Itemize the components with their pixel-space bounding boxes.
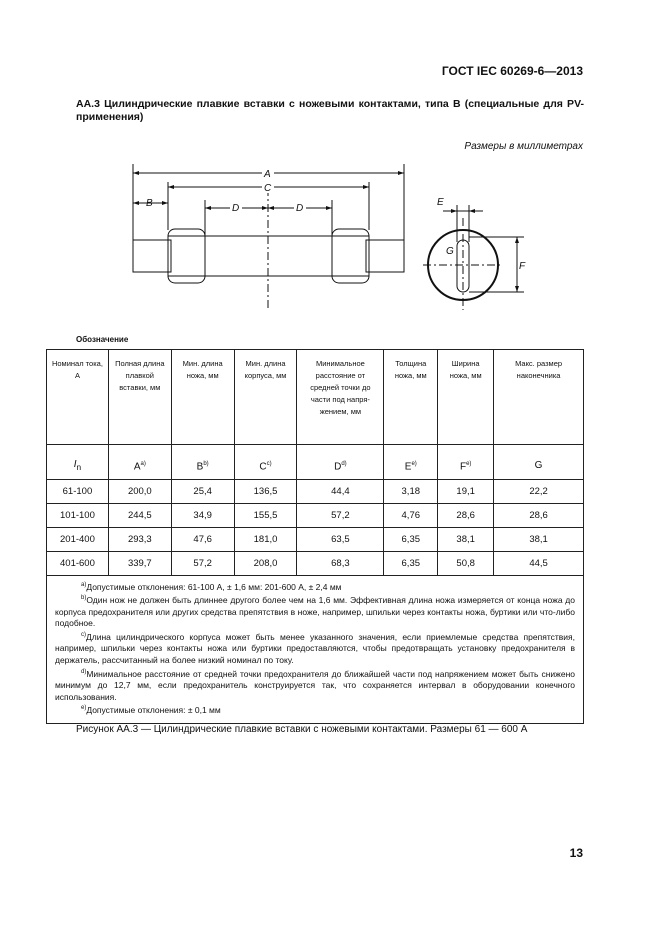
arrow-a-right bbox=[398, 171, 404, 175]
ferrule-left bbox=[168, 229, 205, 283]
footnote-c: $^{c)}$Длина цилиндрического корпуса может быть менее указанного значения, если приемлемые средства препятствия, например, шпильки через контакты ножа или буртики предоставляются, чтобы предотвращать установку предохранителя в держатель, рассчитанный на более низкий номинал по току. bbox=[55, 631, 575, 666]
arrow-d2-left bbox=[268, 206, 274, 210]
label-a: A bbox=[264, 169, 271, 180]
symbol-cell: $D^{d)}$ bbox=[297, 445, 384, 480]
table-row: 201-400 293,3 47,6 181,0 63,5 6,35 38,1 38,1 bbox=[47, 528, 584, 552]
symbol-cell: $C^{c)}$ bbox=[234, 445, 297, 480]
footnote-d: $^{d)}$Минимальное расстояние от средней точки предохранителя до ближайшей части под напряжением может быть снижено минимум до 12,7 мм, если предохранитель конструируется так, что сохраняется интервал в оборудовании конечного использования. bbox=[55, 668, 575, 702]
header-overall-length: Полная длина плавкой вставки, мм bbox=[108, 350, 171, 445]
table-row: 401-600 339,7 57,2 208,0 68,3 6,35 50,8 44,5 bbox=[47, 552, 584, 576]
designation-label: Обозначение bbox=[76, 335, 129, 344]
blade-left bbox=[133, 240, 171, 272]
table-notes-row bbox=[47, 576, 584, 724]
table-notes bbox=[47, 576, 584, 724]
label-e: E bbox=[437, 197, 444, 208]
page-number: 13 bbox=[569, 846, 583, 860]
table-header-row bbox=[47, 350, 584, 445]
arrow-d2-right bbox=[326, 206, 332, 210]
header-rated-current: Номинал тока, А bbox=[47, 350, 109, 445]
header-blade-width: Ширина ножа, мм bbox=[438, 350, 494, 445]
footnote-e: $^{e)}$Допустимые отклонения: ± 0,1 мм bbox=[81, 705, 221, 716]
label-f: F bbox=[519, 261, 526, 272]
header-min-blade-length: Мин. длина ножа, мм bbox=[171, 350, 234, 445]
label-d-left: D bbox=[232, 203, 240, 214]
symbol-cell: $F^{e)}$ bbox=[438, 445, 494, 480]
header-blade-thickness: Толщина ножа, мм bbox=[384, 350, 438, 445]
arrow-c-right bbox=[363, 185, 369, 189]
table-row: 101-100 244,5 34,9 155,5 57,2 4,76 28,6 28,6 bbox=[47, 504, 584, 528]
header-min-live-distance: Минимальное расстояние от средней точки до части под напря-жением, мм bbox=[297, 350, 384, 445]
arrow-f-top bbox=[515, 237, 519, 243]
blade-right bbox=[366, 240, 404, 272]
arrow-d1-right bbox=[262, 206, 268, 210]
arrow-a-left bbox=[133, 171, 139, 175]
label-c: C bbox=[264, 183, 272, 194]
figure-caption: Рисунок АА.3 — Цилиндрические плавкие вставки с ножевыми контактами. Размеры 61 — 600 А bbox=[76, 724, 528, 735]
label-d-right: D bbox=[296, 203, 304, 214]
dimensions-table bbox=[46, 349, 584, 724]
table-symbol-row bbox=[47, 445, 584, 480]
header-max-ferrule-size: Макс. размер наконечника bbox=[494, 350, 584, 445]
symbol-cell: $B^{b)}$ bbox=[171, 445, 234, 480]
label-b: B bbox=[146, 198, 153, 209]
standard-header: ГОСТ IEC 60269-6—2013 bbox=[441, 64, 583, 78]
arrow-c-left bbox=[168, 185, 174, 189]
label-g: G bbox=[446, 246, 454, 257]
arrow-b-right bbox=[162, 201, 168, 205]
section-title: АА.3 Цилиндрические плавкие вставки с ножевыми контактами, типа В (специальные для PV-применения) bbox=[76, 98, 584, 123]
header-min-body-length: Мин. длина корпуса, мм bbox=[234, 350, 297, 445]
arrow-e-right bbox=[469, 209, 475, 213]
fuse-drawing bbox=[120, 160, 540, 320]
arrow-b-left bbox=[133, 201, 139, 205]
arrow-e-left bbox=[451, 209, 457, 213]
ferrule-right bbox=[332, 229, 369, 283]
symbol-cell: $E^{e)}$ bbox=[384, 445, 438, 480]
arrow-d1-left bbox=[205, 206, 211, 210]
footnote-a: $^{a)}$Допустимые отклонения: 61-100 А, ± 1,6 мм: 201-600 А, ± 2,4 мм bbox=[81, 581, 342, 592]
symbol-cell: G bbox=[494, 445, 584, 480]
arrow-f-bottom bbox=[515, 286, 519, 292]
symbol-cell: $A^{a)}$ bbox=[108, 445, 171, 480]
table-row: 61-100 200,0 25,4 136,5 44,4 3,18 19,1 22,2 bbox=[47, 480, 584, 504]
units-note: Размеры в миллиметрах bbox=[464, 141, 583, 152]
symbol-cell: $I_n$ bbox=[47, 445, 109, 480]
footnote-b: $^{b)}$Один нож не должен быть длиннее другого более чем на 1,6 мм. Эффективная длина ножа измеряется от конца ножа до корпуса предохранителя или других средства препятствия в ноже, например, шпильки через контакты ножа, буртики или что-либо подобное. bbox=[55, 595, 575, 629]
